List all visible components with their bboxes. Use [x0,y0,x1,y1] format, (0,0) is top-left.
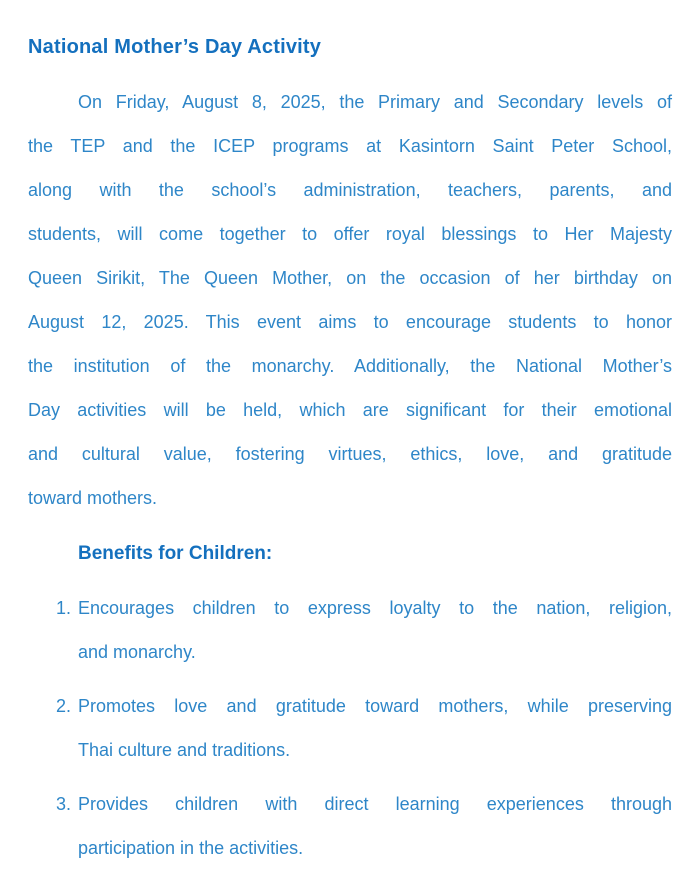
list-item-line: Promotes love and gratitude toward mothers, while preserving [78,696,672,716]
list-item-line: Encourages children to express loyalty to the nation, religion, [78,598,672,618]
list-item-number: 3. [56,794,72,814]
paragraph-line: along with the school’s administration, teachers, parents, and [28,180,672,200]
paragraph-line: Queen Sirikit, The Queen Mother, on the occasion of her birthday on [28,268,672,288]
list-item-line: participation in the activities. [78,838,304,858]
paragraph-line: students, will come together to offer royal blessings to Her Majesty [28,224,672,244]
paragraph-line: toward mothers. [28,488,158,508]
list-item [56,586,672,674]
paragraph-line: and cultural value, fostering virtues, ethics, love, and gratitude [28,444,672,464]
list-item [56,684,672,772]
list-item-text [78,684,672,772]
list-item-number: 1. [56,598,72,618]
intro-paragraph [28,80,672,520]
paragraph-line: August 12, 2025. This event aims to encourage students to honor [28,312,672,332]
list-item-line: and monarchy. [78,642,196,662]
list-item-number: 2. [56,696,72,716]
list-item-text [78,782,672,870]
benefits-list [28,586,672,870]
page-title: National Mother’s Day Activity [28,36,322,58]
paragraph-line: On Friday, August 8, 2025, the Primary and Secondary levels of [78,92,672,112]
paragraph-line: the institution of the monarchy. Additionally, the National Mother’s [28,356,672,376]
paragraph-line: Day activities will be held, which are significant for their emotional [28,400,672,420]
list-item [56,782,672,870]
benefits-heading: Benefits for Children: [78,543,273,564]
list-item-line: Thai culture and traditions. [78,740,291,760]
list-item-line: Provides children with direct learning experiences through [78,794,672,814]
paragraph-line: the TEP and the ICEP programs at Kasintorn Saint Peter School, [28,136,672,156]
list-item-text [78,586,672,674]
